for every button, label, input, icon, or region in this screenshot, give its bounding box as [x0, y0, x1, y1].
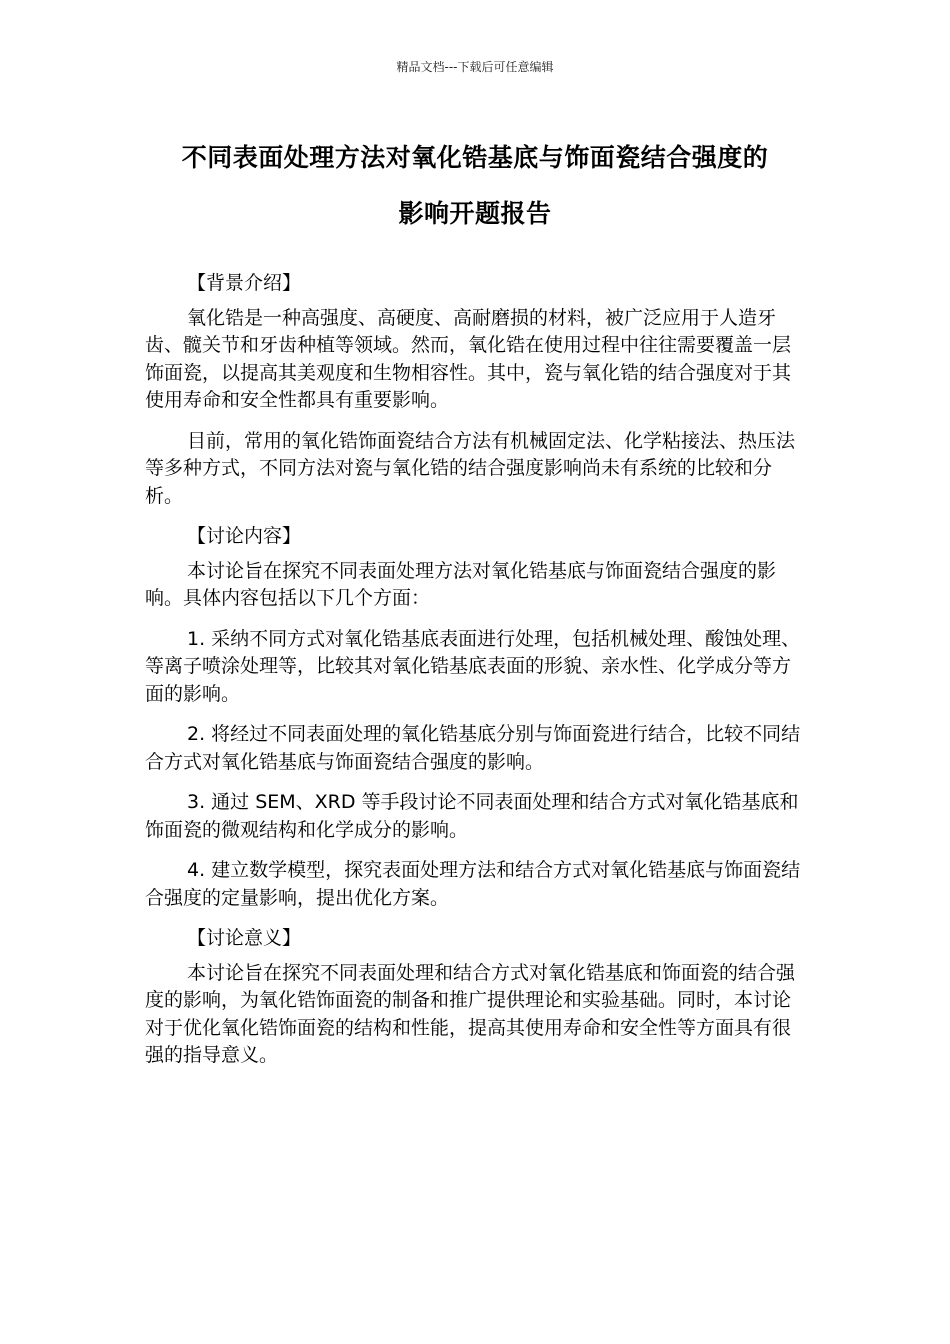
- section-discussion-content: [145, 523, 805, 912]
- list-item: 1. 采纳不同方式对氧化锆基底表面进行处理，包括机械处理、酸蚀处理、等离子喷涂处理等，比较其对氧化锆基底表面的形貌、亲水性、化学成分等方面的影响。: [145, 627, 801, 705]
- document-body: [145, 270, 805, 1083]
- section-heading: 【背景介绍】: [187, 272, 302, 294]
- title-line-1: 不同表面处理方法对氧化锆基底与饰面瓷结合强度的: [181, 143, 769, 172]
- section-heading: 【讨论内容】: [187, 525, 302, 547]
- section-heading: 【讨论意义】: [187, 927, 302, 949]
- paragraph: 目前，常用的氧化锆饰面瓷结合方法有机械固定法、化学粘接法、热压法等多种方式，不同方法对瓷与氧化锆的结合强度影响尚未有系统的比较和分析。: [145, 429, 796, 507]
- paragraph: 本讨论旨在探究不同表面处理方法对氧化锆基底与饰面瓷结合强度的影响。具体内容包括以下几个方面：: [145, 559, 777, 609]
- header-note: 精品文档---下载后可任意编辑: [396, 60, 554, 74]
- document-title: [120, 130, 830, 242]
- list-item: 4. 建立数学模型，探究表面处理方法和结合方式对氧化锆基底与饰面瓷结合强度的定量影响，提出优化方案。: [145, 859, 801, 909]
- list-item: 3. 通过 SEM、XRD 等手段讨论不同表面处理和结合方式对氧化锆基底和饰面瓷的微观结构和化学成分的影响。: [145, 791, 799, 841]
- paragraph: 氧化锆是一种高强度、高硬度、高耐磨损的材料，被广泛应用于人造牙齿、髋关节和牙齿种植等领域。然而，氧化锆在使用过程中往往需要覆盖一层饰面瓷，以提高其美观度和生物相容性。其中，瓷与氧化锆的结合强度对于其使用寿命和安全性都具有重要影响。: [145, 306, 792, 411]
- list-item: 2. 将经过不同表面处理的氧化锆基底分别与饰面瓷进行结合，比较不同结合方式对氧化锆基底与饰面瓷结合强度的影响。: [145, 723, 801, 773]
- section-background: [145, 270, 805, 510]
- paragraph: 本讨论旨在探究不同表面处理和结合方式对氧化锆基底和饰面瓷的结合强度的影响，为氧化锆饰面瓷的制备和推广提供理论和实验基础。同时，本讨论对于优化氧化锆饰面瓷的结构和性能，提高其使用寿命和安全性等方面具有很强的指导意义。: [145, 961, 796, 1066]
- section-significance: [145, 925, 805, 1070]
- title-line-2: 影响开题报告: [398, 199, 552, 228]
